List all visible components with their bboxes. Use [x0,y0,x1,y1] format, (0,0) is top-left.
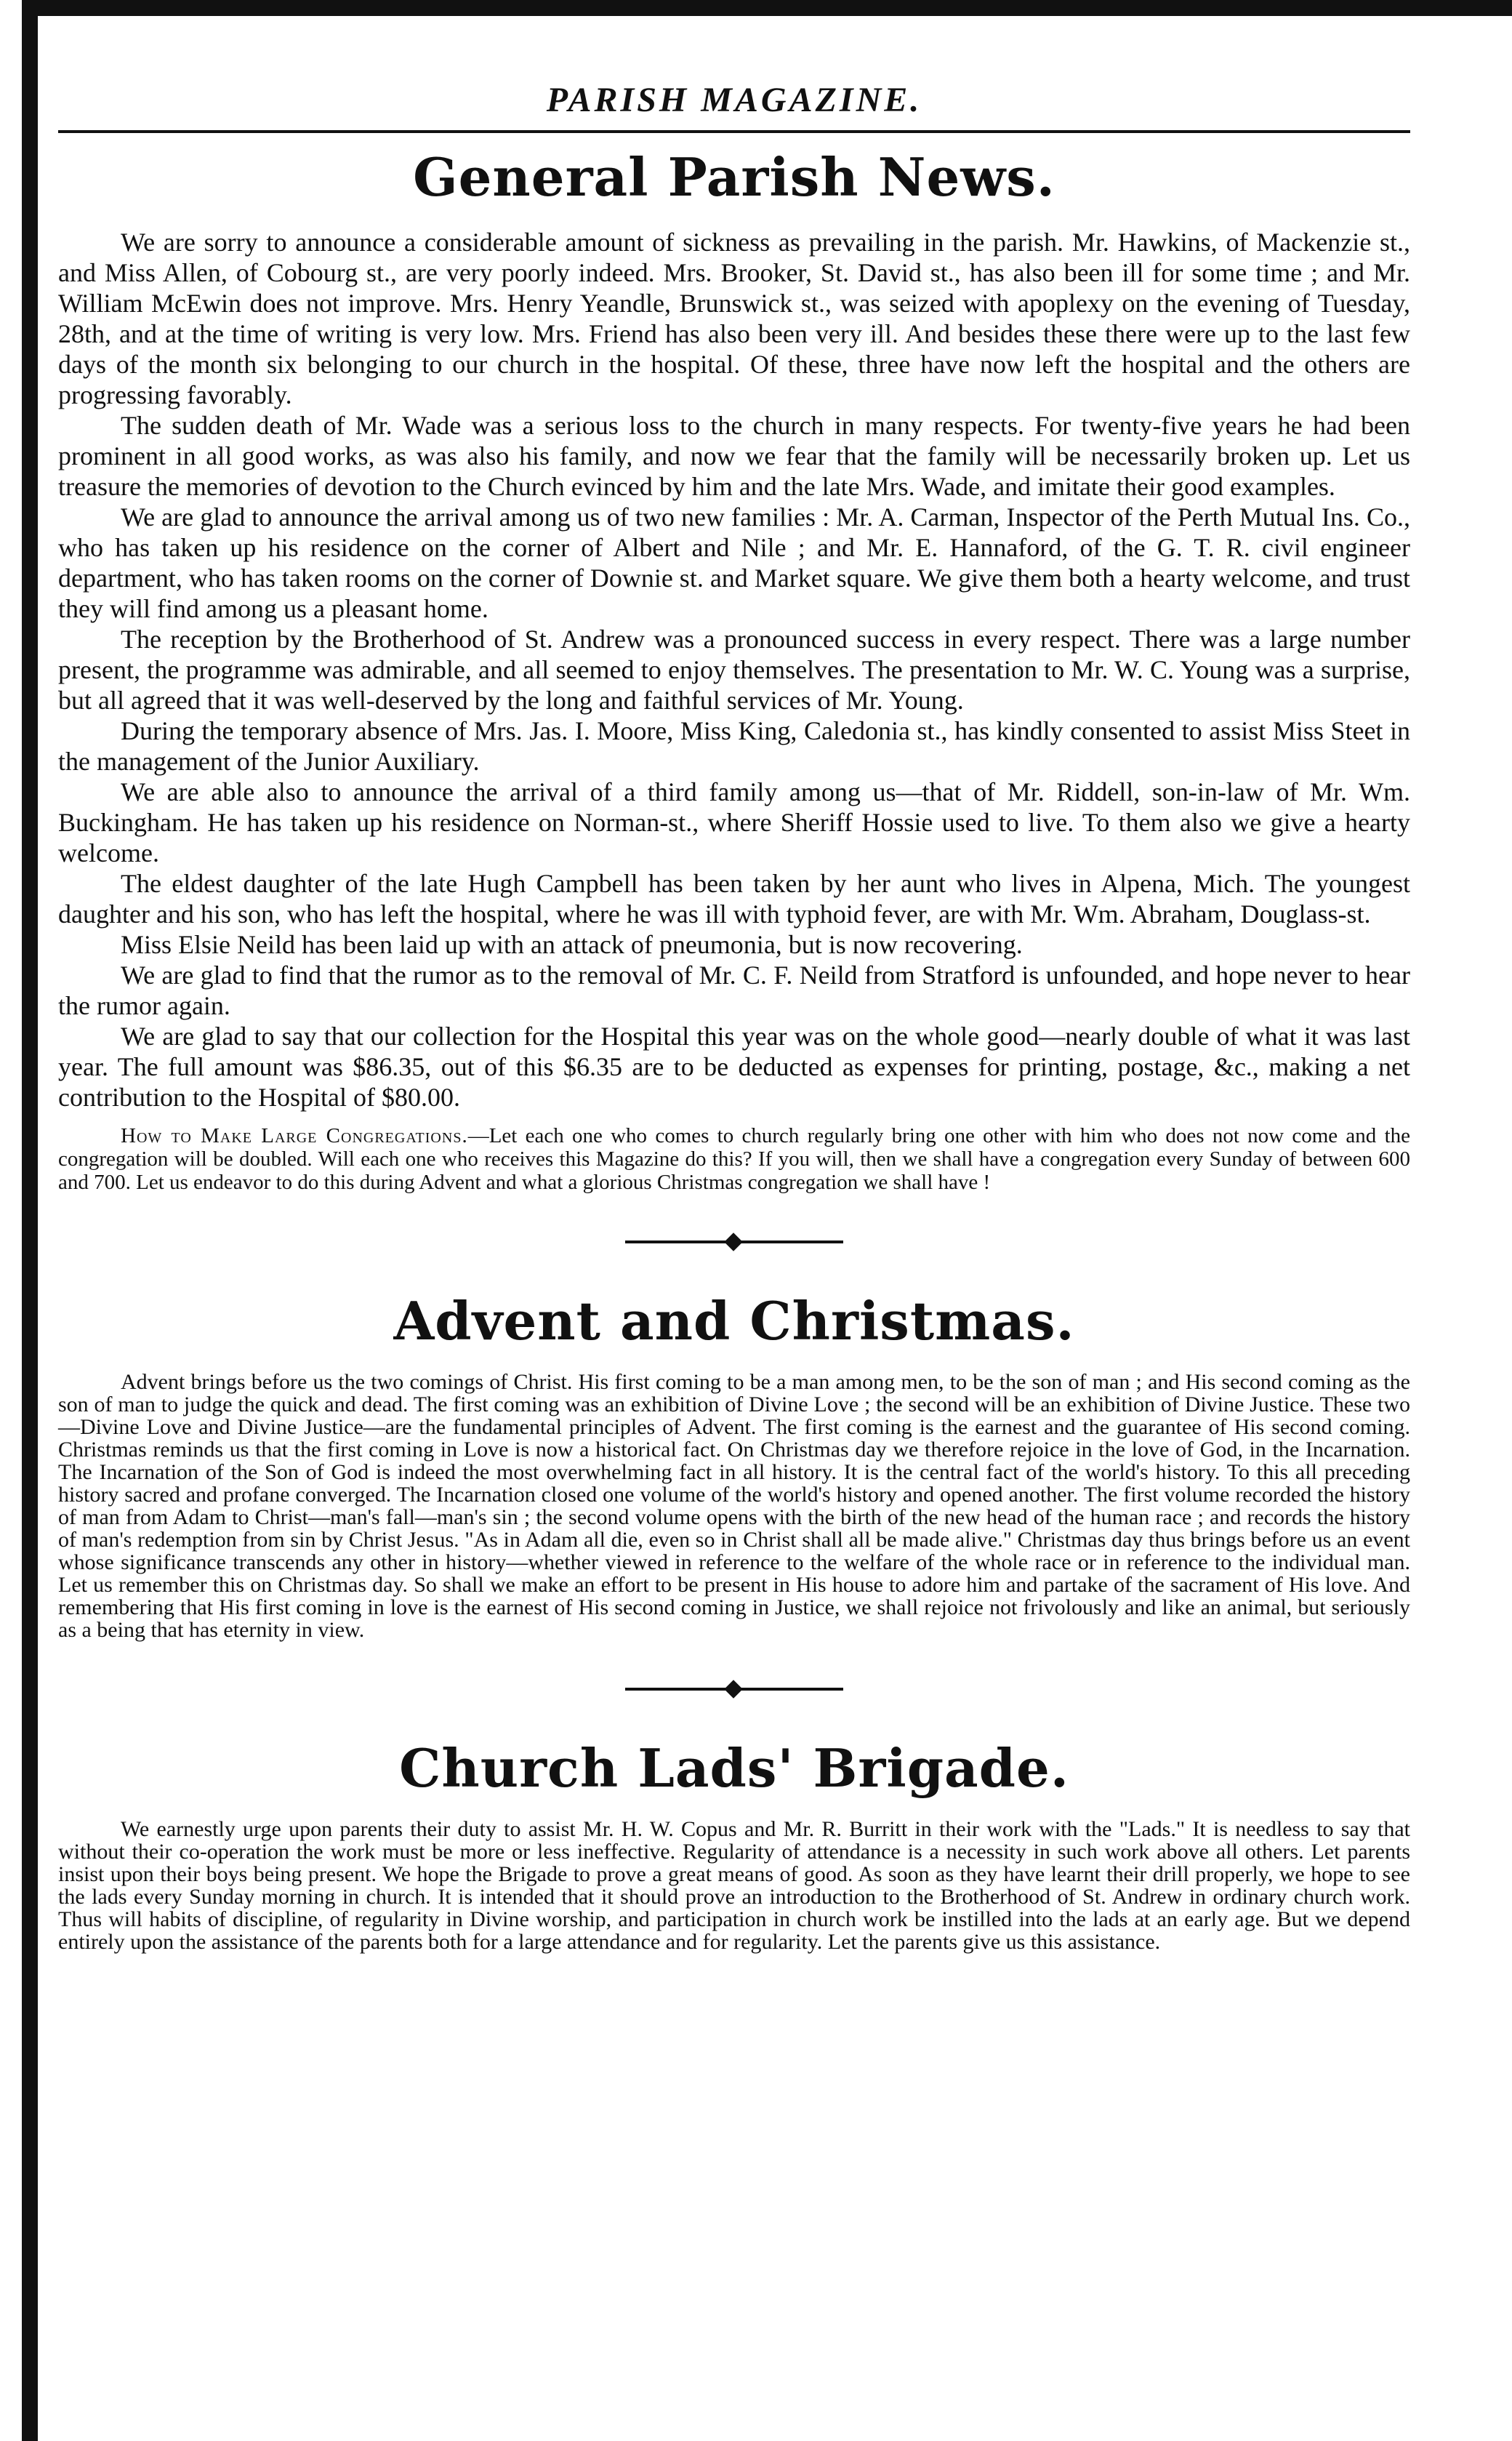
paragraph-neild-rumor: We are glad to find that the rumor as to the removal of Mr. C. F. Neild from Stratford is unfounded, and hope never to hear the rumor again. [58,961,1410,1020]
paragraph-brotherhood-reception: The reception by the Brotherhood of St. Andrew was a pronounced success in every respect. There was a large number present, the programme was admirable, and all seemed to enjoy themselves. The presentation to Mr. W. C. Young was a surprise, but all agreed that it was well-deserved by the long and faithful services of Mr. Young. [58,625,1410,715]
paragraph-junior-auxiliary: During the temporary absence of Mrs. Jas. I. Moore, Miss King, Caledonia st., has kindly consented to assist Miss Steet in the management of the Junior Auxiliary. [58,716,1410,776]
general-parish-news-section [58,146,1410,1194]
general-parish-news-title: General Parish News. [413,146,1055,208]
paragraph-sickness: We are sorry to announce a considerable amount of sickness as prevailing in the parish. Mr. Hawkins, of Mackenzie st., and Miss Allen, of Cobourg st., are very poorly indeed. Mrs. Brooker, St. David st., has also been ill for some time ; and Mr. William McEwin does not improve. Mrs. Henry Yeandle, Brunswick st., was seized with apoplexy on the evening of Tuesday, 28th, and at the time of writing is very low. Mrs. Friend has also been very ill. And besides these there were up to the last few days of the month six belonging to our church in the hospital. Of these, three have now left the hospital and the others are progressing favorably. [58,228,1410,409]
church-lads-brigade-section [58,1737,1410,1953]
paragraph-hospital-collection: We are glad to say that our collection for the Hospital this year was on the whole good—nearly double of what it was last year. The full amount was $86.35, out of this $6.35 are to be deducted as expenses for printing, postage, &c., making a net contribution to the Hospital of $80.00. [58,1022,1410,1112]
masthead: PARISH MAGAZINE. [58,80,1410,133]
paragraph-campbell-daughters: The eldest daughter of the late Hugh Campbell has been taken by her aunt who lives in Alpena, Mich. The youngest daughter and his son, who has left the hospital, where he was ill with typhoid fever, are with Mr. Wm. Abraham, Douglass-st. [58,869,1410,929]
advent-christmas-text: Advent brings before us the two comings of Christ. His first coming to be a man among men, to be the son of man ; and His second coming as the son of man to judge the quick and dead. The first coming was an exhibition of Divine Love ; the second will be an exhibition of Divine Justice. These two—Divine Love and Divine Justice—are the fundamental principles of Advent. The first coming is the earnest and the guarantee of His second coming. Christmas reminds us that the first coming in Love is now a historical fact. On Christmas day we therefore rejoice in the love of God, in the Incarnation. The Incarnation of the Son of God is indeed the most overwhelming fact in all history. It is the central fact of the world's history. To this all preceding history sacred and profane converged. The Incarnation closed one volume of the world's history and opened another. The first volume recorded the history of man from Adam to Christ—man's fall—man's sin ; the second volume opens with the birth of the new head of the human race ; and records the history of man's redemption from sin by Christ Jesus. "As in Adam all die, even so in Christ shall all be made alive." Christmas day thus brings before us an event whose significance transcends any other in history—whether viewed in reference to the welfare of the whole race or in reference to the individual man. Let us remember this on Christmas day. So shall we make an effort to be present in His house to adore him and partake of the sacrament of His love. And remembering that His first coming in love is the earnest of His second coming in Justice, we shall rejoice not frivolously and like an animal, but seriously as a being that has eternity in view. [58,1370,1410,1642]
large-congregations-text: —Let each one who comes to church regularly bring one other with him who does not now come and the congregation will be doubled. Will each one who receives this Magazine do this? If you will, then we shall have a congregation every Sunday of between 600 and 700. Let us endeavor to do this during Advent and what a glorious Christmas congregation we shall have ! [58,1124,1410,1194]
paragraph-riddell-family: We are able also to announce the arrival of a third family among us—that of Mr. Riddell, son-in-law of Mr. Wm. Buckingham. He has taken up his residence on Norman-st., where Sheriff Hossie used to live. To them also we give a hearty welcome. [58,777,1410,867]
paragraph-new-families: We are glad to announce the arrival among us of two new families : Mr. A. Carman, Inspector of the Perth Mutual Ins. Co., who has taken up his residence on the corner of Albert and Nile ; and Mr. E. Hannaford, of the G. T. R. civil engineer department, who has taken rooms on the corner of Downie st. and Market square. We give them both a hearty welcome, and trust they will find among us a pleasant home. [58,502,1410,623]
advent-christmas-title: Advent and Christmas. [393,1290,1075,1352]
top-border-rule [22,0,1512,16]
section-divider [625,1240,843,1243]
advent-christmas-section [58,1290,1410,1641]
paragraph-large-congregations [58,1124,1410,1194]
paragraph-elsie-neild: Miss Elsie Neild has been laid up with an attack of pneumonia, but is now recovering. [121,930,1023,959]
large-congregations-heading: How to Make Large Congregations. [121,1124,468,1147]
paragraph-death-mr-wade: The sudden death of Mr. Wade was a serious loss to the church in many respects. For twenty-five years he had been prominent in all good works, as was also his family, and now we fear that the family will be necessarily broken up. Let us treasure the memories of devotion to the Church evinced by him and the late Mrs. Wade, and imitate their good examples. [58,411,1410,501]
section-divider [625,1688,843,1691]
church-lads-brigade-text: We earnestly urge upon parents their duty to assist Mr. H. W. Copus and Mr. R. Burritt in their work with the "Lads." It is needless to say that without their co-operation the work must be more or less ineffective. Regularity of attendance is a necessity in such work above all others. Let parents insist upon their boys being present. We hope the Brigade to prove a great means of good. As soon as they have learnt their drill properly, we hope to see the lads every Sunday morning in church. It is intended that it should prove an introduction to the Brotherhood of St. Andrew in ordinary church work. Thus will habits of discipline, of regularity in Divine worship, and participation in church work be instilled into the lads at an early age. But we depend entirely upon the assistance of the parents both for a large attendance and for regularity. Let the parents give us this assistance. [58,1817,1410,1954]
left-border-rule [22,0,38,2441]
page-content [58,80,1410,1953]
church-lads-brigade-title: Church Lads' Brigade. [399,1737,1069,1799]
